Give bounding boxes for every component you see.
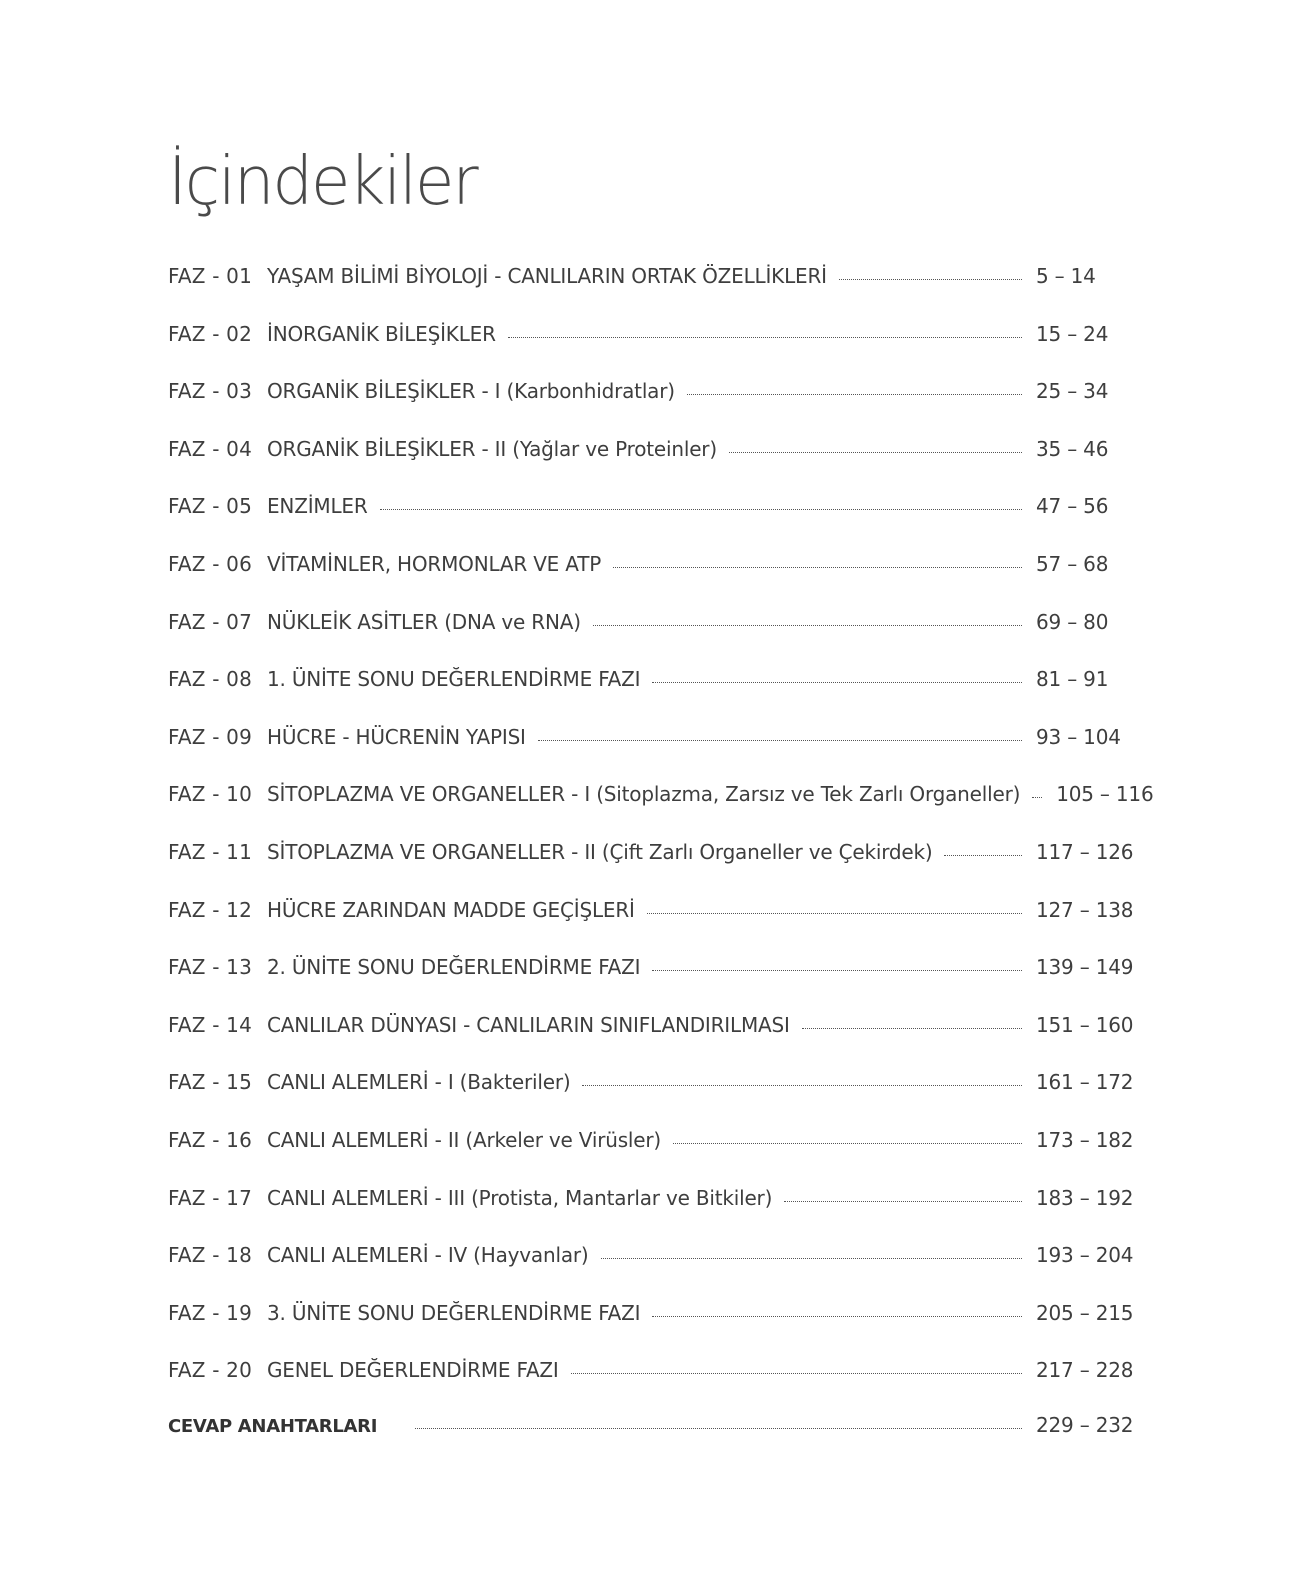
toc-entry-code: FAZ - 01 bbox=[168, 264, 253, 288]
toc-entry-code: FAZ - 06 bbox=[168, 551, 253, 576]
dot-leader bbox=[673, 1143, 1022, 1144]
toc-row[interactable] bbox=[168, 1243, 1134, 1301]
toc-entry-title: 1. ÜNİTE SONU DEĞERLENDİRME FAZI bbox=[267, 667, 641, 692]
toc-entry-code: FAZ - 09 bbox=[168, 724, 253, 749]
dot-leader bbox=[729, 452, 1022, 453]
toc-entry-title: CANLILAR DÜNYASI - CANLILARIN SINIFLANDIRILMASI bbox=[267, 1012, 790, 1037]
toc-entry-pages: 217 – 228 bbox=[1036, 1358, 1134, 1383]
dot-leader bbox=[380, 509, 1022, 510]
table-of-contents bbox=[168, 264, 1154, 1463]
toc-entry-code: FAZ - 08 bbox=[168, 667, 253, 692]
toc-entry-code: FAZ - 12 bbox=[168, 897, 253, 922]
toc-entry-code: FAZ - 18 bbox=[168, 1243, 253, 1268]
dot-leader bbox=[571, 1373, 1022, 1374]
toc-entry-title: HÜCRE - HÜCRENİN YAPISI bbox=[267, 724, 526, 749]
toc-entry-code: FAZ - 05 bbox=[168, 494, 253, 519]
toc-row[interactable] bbox=[168, 379, 1128, 437]
dot-leader bbox=[613, 567, 1022, 568]
toc-entry-title: GENEL DEĞERLENDİRME FAZI bbox=[267, 1358, 559, 1383]
dot-leader bbox=[652, 970, 1022, 971]
toc-entry-code: FAZ - 04 bbox=[168, 436, 253, 461]
toc-entry-pages: 127 – 138 bbox=[1036, 897, 1134, 922]
toc-entry-pages: 139 – 149 bbox=[1036, 955, 1134, 980]
toc-entry-pages: 205 – 215 bbox=[1036, 1300, 1134, 1325]
toc-row[interactable] bbox=[168, 1185, 1134, 1244]
toc-entry-code: FAZ - 13 bbox=[168, 955, 253, 980]
toc-entry-pages: 193 – 204 bbox=[1036, 1243, 1134, 1268]
toc-entry-code: FAZ - 07 bbox=[168, 609, 253, 634]
dot-leader bbox=[508, 337, 1022, 338]
toc-entry-pages: 15 – 24 bbox=[1036, 321, 1109, 346]
toc-entry-title: ORGANİK BİLEŞİKLER - II (Yağlar ve Proteinler) bbox=[267, 436, 717, 461]
dot-leader bbox=[802, 1028, 1022, 1029]
toc-entry-pages: 47 – 56 bbox=[1036, 494, 1109, 519]
toc-entry-title: CANLI ALEMLERİ - IV (Hayvanlar) bbox=[267, 1243, 589, 1268]
toc-row[interactable] bbox=[168, 437, 1128, 495]
toc-row[interactable] bbox=[168, 782, 1154, 840]
toc-entry-title: CANLI ALEMLERİ - II (Arkeler ve Virüsler) bbox=[267, 1127, 662, 1152]
toc-entry-pages: 93 – 104 bbox=[1036, 724, 1121, 749]
toc-entry-code: FAZ - 16 bbox=[168, 1127, 253, 1152]
toc-entry-title: 3. ÜNİTE SONU DEĞERLENDİRME FAZI bbox=[267, 1300, 641, 1325]
toc-entry-title: SİTOPLAZMA VE ORGANELLER - II (Çift Zarlı Organeller ve Çekirdek) bbox=[267, 839, 933, 864]
toc-entry-code: FAZ - 15 bbox=[168, 1070, 253, 1095]
toc-row[interactable] bbox=[168, 897, 1134, 956]
toc-row[interactable] bbox=[168, 1012, 1134, 1071]
dot-leader bbox=[593, 625, 1022, 626]
toc-entry-title: ORGANİK BİLEŞİKLER - I (Karbonhidratlar) bbox=[267, 379, 675, 404]
toc-entry-title: 2. ÜNİTE SONU DEĞERLENDİRME FAZI bbox=[267, 955, 641, 980]
toc-entry-title: HÜCRE ZARINDAN MADDE GEÇİŞLERİ bbox=[267, 897, 635, 922]
dot-leader bbox=[1032, 797, 1042, 798]
toc-entry-code: FAZ - 02 bbox=[168, 321, 253, 346]
toc-answer-keys-label: CEVAP ANAHTARLARI bbox=[168, 1415, 378, 1437]
toc-entry-code: FAZ - 10 bbox=[168, 782, 253, 807]
toc-entry-pages: 151 – 160 bbox=[1036, 1012, 1134, 1037]
toc-entry-code: FAZ - 20 bbox=[168, 1358, 253, 1383]
toc-row-answer-keys[interactable] bbox=[168, 1412, 1134, 1463]
toc-entry-code: FAZ - 03 bbox=[168, 379, 253, 404]
toc-entry-pages: 173 – 182 bbox=[1036, 1127, 1134, 1152]
toc-row[interactable] bbox=[168, 1358, 1134, 1416]
toc-entry-code: FAZ - 17 bbox=[168, 1185, 253, 1210]
dot-leader bbox=[415, 1428, 1022, 1429]
toc-entry-title: İNORGANİK BİLEŞİKLER bbox=[267, 321, 496, 346]
toc-entry-title: SİTOPLAZMA VE ORGANELLER - I (Sitoplazma, Zarsız ve Tek Zarlı Organeller) bbox=[267, 782, 1021, 807]
toc-entry-pages: 69 – 80 bbox=[1036, 609, 1109, 634]
toc-row[interactable] bbox=[168, 610, 1128, 668]
dot-leader bbox=[784, 1201, 1022, 1202]
toc-entry-pages: 35 – 46 bbox=[1036, 436, 1109, 461]
toc-row[interactable] bbox=[168, 264, 1128, 322]
toc-entry-title: YAŞAM BİLİMİ BİYOLOJİ - CANLILARIN ORTAK ÖZELLİKLERİ bbox=[267, 264, 827, 288]
dot-leader bbox=[839, 279, 1022, 280]
dot-leader bbox=[687, 394, 1022, 395]
toc-row[interactable] bbox=[168, 494, 1128, 552]
toc-entry-pages: 105 – 116 bbox=[1056, 782, 1154, 807]
toc-entry-pages: 57 – 68 bbox=[1036, 551, 1109, 576]
toc-entry-title: CANLI ALEMLERİ - III (Protista, Mantarlar ve Bitkiler) bbox=[267, 1185, 773, 1210]
toc-entry-pages: 117 – 126 bbox=[1036, 839, 1134, 864]
toc-entry-pages: 25 – 34 bbox=[1036, 379, 1109, 404]
toc-entry-code: FAZ - 11 bbox=[168, 839, 253, 864]
toc-entry-pages: 5 – 14 bbox=[1036, 264, 1096, 288]
toc-entry-pages: 183 – 192 bbox=[1036, 1185, 1134, 1210]
toc-entry-code: FAZ - 14 bbox=[168, 1012, 253, 1037]
toc-row[interactable] bbox=[168, 1300, 1134, 1359]
dot-leader bbox=[582, 1085, 1022, 1086]
dot-leader bbox=[652, 1316, 1022, 1317]
dot-leader bbox=[944, 855, 1022, 856]
toc-row[interactable] bbox=[168, 667, 1128, 725]
dot-leader bbox=[538, 740, 1022, 741]
toc-row[interactable] bbox=[168, 725, 1128, 783]
toc-answer-keys-pages: 229 – 232 bbox=[1036, 1412, 1134, 1437]
toc-row[interactable] bbox=[168, 955, 1134, 1013]
page-title: İçindekiler bbox=[168, 143, 477, 221]
toc-row[interactable] bbox=[168, 1127, 1134, 1186]
toc-entry-title: CANLI ALEMLERİ - I (Bakteriler) bbox=[267, 1070, 571, 1095]
toc-row[interactable] bbox=[168, 552, 1128, 610]
toc-row[interactable] bbox=[168, 1070, 1134, 1128]
toc-entry-code: FAZ - 19 bbox=[168, 1300, 253, 1325]
dot-leader bbox=[601, 1258, 1022, 1259]
toc-entry-title: VİTAMİNLER, HORMONLAR VE ATP bbox=[267, 551, 602, 576]
dot-leader bbox=[647, 913, 1022, 914]
toc-row[interactable] bbox=[168, 322, 1128, 380]
toc-entry-pages: 81 – 91 bbox=[1036, 667, 1109, 692]
toc-row[interactable] bbox=[168, 839, 1134, 898]
toc-entry-pages: 161 – 172 bbox=[1036, 1070, 1134, 1095]
toc-entry-title: NÜKLEİK ASİTLER (DNA ve RNA) bbox=[267, 609, 581, 634]
dot-leader bbox=[652, 682, 1022, 683]
toc-entry-title: ENZİMLER bbox=[267, 494, 368, 519]
